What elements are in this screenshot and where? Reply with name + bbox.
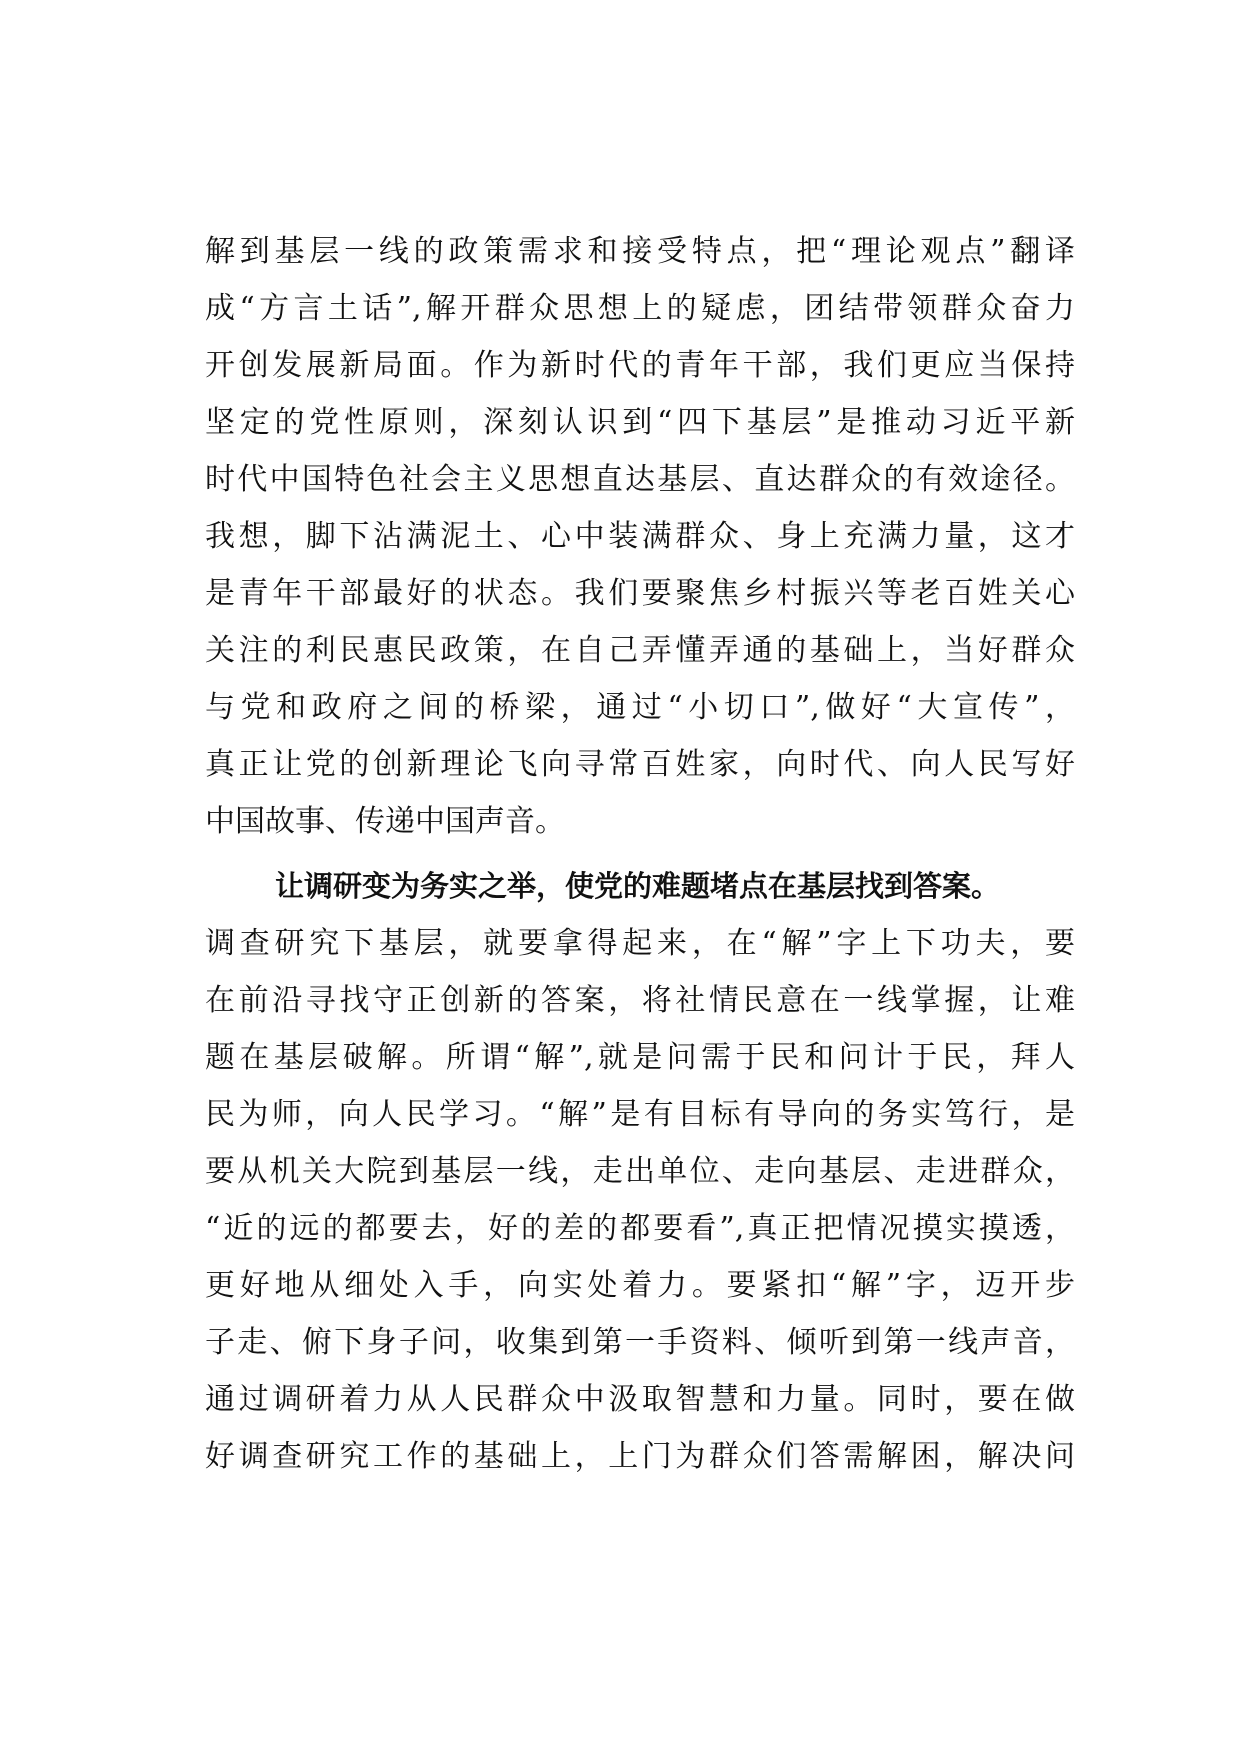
paragraph-line: 时代中国特色社会主义思想直达基层、直达群众的有效途径。 bbox=[205, 462, 1075, 497]
paragraph-line: 更好地从细处入手，向实处着力。要紧扣“解”字，迈开步 bbox=[205, 1268, 1075, 1303]
paragraph-line: 好调查研究工作的基础上，上门为群众们答需解困，解决问 bbox=[205, 1439, 1075, 1474]
paragraph-line: 题在基层破解。所谓“解”,就是问需于民和问计于民，拜人 bbox=[205, 1040, 1075, 1075]
paragraph-line: 解到基层一线的政策需求和接受特点，把“理论观点”翻译 bbox=[205, 234, 1075, 269]
paragraph-line: 我想，脚下沾满泥土、心中装满群众、身上充满力量，这才 bbox=[205, 519, 1075, 554]
document-body bbox=[205, 223, 1075, 1485]
paragraph-line: 在前沿寻找守正创新的答案，将社情民意在一线掌握，让难 bbox=[205, 983, 1075, 1018]
paragraph-line: 真正让党的创新理论飞向寻常百姓家，向时代、向人民写好 bbox=[205, 747, 1075, 782]
paragraph-line: 是青年干部最好的状态。我们要聚焦乡村振兴等老百姓关心 bbox=[205, 576, 1075, 611]
paragraph-line: 子走、俯下身子问，收集到第一手资料、倾听到第一线声音， bbox=[205, 1325, 1075, 1360]
paragraph-line: 中国故事、传递中国声音。 bbox=[205, 804, 565, 839]
paragraph-line: “近的远的都要去，好的差的都要看”,真正把情况摸实摸透， bbox=[205, 1211, 1075, 1246]
paragraph-line: 通过调研着力从人民群众中汲取智慧和力量。同时，要在做 bbox=[205, 1382, 1075, 1417]
paragraph-line: 与党和政府之间的桥梁，通过“小切口”,做好“大宣传”， bbox=[205, 690, 1075, 725]
section-heading: 让调研变为务实之举，使党的难题堵点在基层找到答案。 bbox=[275, 869, 1001, 903]
paragraph-line: 调查研究下基层，就要拿得起来，在“解”字上下功夫，要 bbox=[205, 926, 1075, 961]
paragraph-line: 关注的利民惠民政策，在自己弄懂弄通的基础上，当好群众 bbox=[205, 633, 1075, 668]
paragraph-line: 坚定的党性原则，深刻认识到“四下基层”是推动习近平新 bbox=[205, 405, 1075, 440]
paragraph-line: 要从机关大院到基层一线，走出单位、走向基层、走进群众， bbox=[205, 1154, 1075, 1189]
paragraph-line: 开创发展新局面。作为新时代的青年干部，我们更应当保持 bbox=[205, 348, 1075, 383]
paragraph-1 bbox=[205, 223, 1075, 850]
paragraph-2 bbox=[205, 915, 1075, 1485]
paragraph-line: 成“方言土话”,解开群众思想上的疑虑，团结带领群众奋力 bbox=[205, 291, 1075, 326]
paragraph-line: 民为师，向人民学习。“解”是有目标有导向的务实笃行，是 bbox=[205, 1097, 1075, 1132]
